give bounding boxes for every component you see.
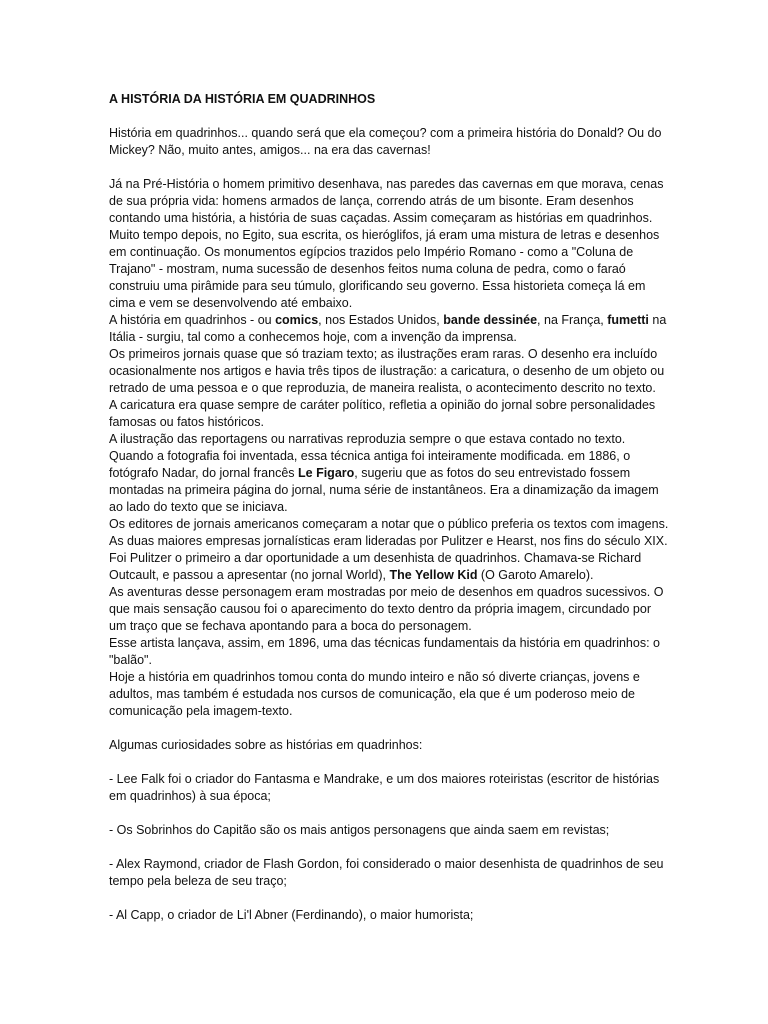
paragraph-photography — [109, 448, 671, 516]
text-run: , nos Estados Unidos, — [318, 313, 444, 327]
paragraph-american-editors — [109, 516, 671, 584]
bold-term-comics: comics — [275, 313, 319, 327]
paragraph-adventures: As aventuras desse personagem eram mostradas por meio de desenhos em quadros sucessivos. O que mais sensação causou foi o aparecimento do texto dentro da própria imagem, circundado por um traço que se fechava apontando para a boca do personagem. — [109, 585, 664, 633]
text-run: Quando a fotografia foi inventada, essa técnica antiga foi inteiramente modificada. em 1886, o fotógrafo Nadar, do jornal francês — [109, 449, 631, 480]
paragraph-egypt: Muito tempo depois, no Egito, sua escrita, os hieróglifos, já eram uma mistura de letras e desenhos em continuação. Os monumentos egípcios trazidos pelo Império Romano - como a "Coluna de Trajano" - mostram, numa sucessão de desenhos feitos numa coluna de pedra, como o faraó construiu uma pirâmide para seu túmulo, glorificando seu governo. Essa historieta começa lá em cima e vem se desenvolvendo até embaixo. — [109, 228, 660, 310]
paragraph-today: Hoje a história em quadrinhos tomou conta do mundo inteiro e não só diverte crianças, jovens e adultos, mas também é estudada nos cursos de comunicação, ela que é um poderoso meio de comunicação pela imagem-texto. — [109, 670, 640, 718]
bold-term-fumetti: fumetti — [607, 313, 649, 327]
list-item: - Os Sobrinhos do Capitão são os mais antigos personagens que ainda saem em revistas; — [109, 823, 610, 837]
list-item: - Al Capp, o criador de Li'l Abner (Ferdinando), o maior humorista; — [109, 908, 474, 922]
intro-paragraph: História em quadrinhos... quando será que ela começou? com a primeira história do Donald? Ou do Mickey? Não, muito antes, amigos... na era das cavernas! — [109, 126, 662, 157]
bold-term-yellow-kid: The Yellow Kid — [389, 568, 478, 582]
paragraph-first-newspapers: Os primeiros jornais quase que só traziam texto; as ilustrações eram raras. O desenho era incluído ocasionalmente nos artigos e havia três tipos de ilustração: a caricatura, o desenho de um objeto ou retrado de uma pessoa e o que reproduzia, de maneira realista, o acontecimento descrito no texto. — [109, 347, 665, 395]
text-run: A história em quadrinhos - ou — [109, 313, 276, 327]
text-run: , sugeriu que as fotos do seu entrevistado fossem montadas na primeira página do jornal, numa série de instantâneos. Era a dinamização da imagem ao lado do texto que se iniciava. — [109, 466, 659, 514]
list-item: - Alex Raymond, criador de Flash Gordon, foi considerado o maior desenhista de quadrinhos de seu tempo pela beleza de seu traço; — [109, 857, 664, 888]
text-run: Os editores de jornais americanos começaram a notar que o público preferia os textos com imagens. As duas maiores empresas jornalísticas eram lideradas por Pulitzer e Hearst, nos fins do século XIX. Foi Pulitzer o primeiro a dar oportunidade a um desenhista de quadrinhos. Chamava-se Richard Outcault, e passou a apresentar (no jornal World), — [109, 517, 669, 582]
bold-term-le-figaro: Le Figaro — [298, 466, 355, 480]
list-item: - Lee Falk foi o criador do Fantasma e Mandrake, e um dos maiores roteiristas (escritor de histórias em quadrinhos) à sua época; — [109, 772, 660, 803]
bold-term-bande-dessinee: bande dessinée — [443, 313, 538, 327]
text-run: (O Garoto Amarelo). — [477, 568, 594, 582]
document-title: A HISTÓRIA DA HISTÓRIA EM QUADRINHOS — [109, 92, 376, 106]
paragraph-caricature: A caricatura era quase sempre de caráter político, refletia a opinião do jornal sobre personalidades famosas ou fatos históricos. — [109, 398, 656, 429]
curiosities-heading: Algumas curiosidades sobre as histórias em quadrinhos: — [109, 738, 423, 752]
paragraph-illustration: A ilustração das reportagens ou narrativas reproduzia sempre o que estava contado no texto. — [109, 432, 626, 446]
text-run: , na França, — [537, 313, 608, 327]
paragraph-balloon: Esse artista lançava, assim, em 1896, uma das técnicas fundamentais da história em quadrinhos: o "balão". — [109, 636, 660, 667]
paragraph-names — [109, 312, 671, 346]
paragraph-prehistory: Já na Pré-História o homem primitivo desenhava, nas paredes das cavernas em que morava, cenas de sua própria vida: homens armados de lança, correndo atrás de um bisonte. Eram desenhos contando uma história, a história de suas caçadas. Assim começaram as histórias em quadrinhos. — [109, 177, 664, 225]
text-run: na Itália - surgiu, tal como a conhecemos hoje, com a invenção da imprensa. — [109, 313, 667, 344]
document-body — [109, 91, 671, 924]
